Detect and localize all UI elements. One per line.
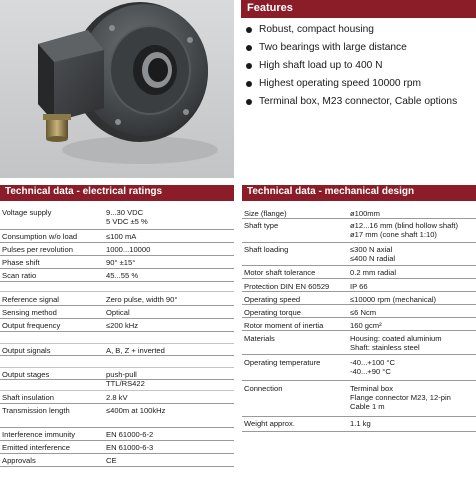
- spec-label: Phase shift: [2, 258, 40, 267]
- spec-value-line: -40...+90 °C: [350, 367, 391, 376]
- spec-label: Motor shaft tolerance: [244, 268, 316, 277]
- feature-text: Terminal box, M23 connector, Cable options: [259, 96, 458, 107]
- row-divider: [242, 354, 476, 355]
- spec-value: [350, 209, 380, 218]
- spec-value-line: ≤300 N axial: [350, 245, 393, 254]
- feature-item: [244, 95, 476, 113]
- row-divider: [242, 242, 476, 243]
- spec-label: Interference immunity: [2, 430, 76, 439]
- row-divider: [0, 229, 234, 230]
- spec-value-line: IP 66: [350, 282, 368, 291]
- spec-value: [106, 321, 138, 330]
- feature-text: Robust, compact housing: [259, 24, 374, 35]
- row-divider: [0, 305, 234, 306]
- spec-value-line: -40...+100 °C: [350, 358, 396, 367]
- spec-label: Materials: [244, 334, 275, 343]
- spec-value: [106, 208, 148, 226]
- spec-label: Operating speed: [244, 295, 301, 304]
- spec-label: Reference signal: [2, 295, 59, 304]
- spec-value-line: ≤400 N radial: [350, 254, 396, 263]
- mechanical-table: [242, 201, 476, 441]
- spec-label: Pulses per revolution: [2, 245, 73, 254]
- row-divider: [242, 304, 476, 305]
- spec-value: [106, 308, 130, 317]
- bullet-icon: [246, 45, 252, 51]
- spec-value-line: 1.1 kg: [350, 419, 371, 428]
- spec-value-line: Shaft: stainless steel: [350, 343, 420, 352]
- row-divider: [0, 343, 234, 344]
- row-divider: [242, 330, 476, 331]
- encoder-image: [0, 0, 234, 178]
- features-heading: Features: [241, 0, 476, 18]
- spec-value: [350, 221, 458, 239]
- feature-text: Two bearings with large distance: [259, 42, 407, 53]
- spec-value: [350, 384, 451, 411]
- row-divider: [242, 416, 476, 417]
- spec-value-line: A, B, Z + inverted: [106, 346, 165, 355]
- row-divider: [242, 265, 476, 266]
- row-divider: [0, 291, 234, 292]
- spec-value-line: ≤400m at 100kHz: [106, 406, 166, 415]
- row-divider: [0, 403, 234, 404]
- spec-value: [350, 419, 371, 428]
- spec-label: Sensing method: [2, 308, 57, 317]
- row-divider: [242, 380, 476, 381]
- row-divider: [0, 268, 234, 269]
- spec-value-line: ≤10000 rpm (mechanical): [350, 295, 437, 304]
- spec-label: Shaft loading: [244, 245, 289, 254]
- bullet-icon: [246, 99, 252, 105]
- row-divider: [0, 440, 234, 441]
- row-divider: [0, 242, 234, 243]
- spec-value-line: 45...55 %: [106, 271, 139, 280]
- row-divider: [0, 331, 234, 332]
- spec-label: Connection: [244, 384, 283, 393]
- spec-value: [350, 334, 442, 352]
- spec-label: Size (flange): [244, 209, 287, 218]
- spec-label: Transmission length: [2, 406, 70, 415]
- spec-value: [106, 245, 150, 254]
- spec-value-line: EN 61000-6-2: [106, 430, 154, 439]
- spec-label: Protection DIN EN 60529: [244, 282, 330, 291]
- spec-value-line: 160 gcm²: [350, 321, 382, 330]
- spec-value: [106, 443, 153, 452]
- spec-label: Output frequency: [2, 321, 61, 330]
- row-divider: [0, 281, 234, 282]
- spec-value: [106, 406, 165, 415]
- spec-label: Shaft insulation: [2, 393, 54, 402]
- spec-value: [106, 456, 117, 465]
- spec-label: Rotor moment of inertia: [244, 321, 324, 330]
- feature-item: [244, 41, 476, 59]
- spec-value-line: Cable 1 m: [350, 402, 385, 411]
- spec-value-line: Flange connector M23, 12-pin: [350, 393, 451, 402]
- row-divider: [0, 427, 234, 428]
- electrical-heading: Technical data - electrical ratings: [0, 185, 234, 201]
- spec-value-line: 90° ±15°: [106, 258, 136, 267]
- spec-value-line: 5 VDC ±5 %: [106, 217, 148, 226]
- mechanical-heading: Technical data - mechanical design: [242, 185, 476, 201]
- spec-value: [106, 232, 136, 241]
- row-divider: [242, 431, 476, 432]
- spec-value-line: 9...30 VDC: [106, 208, 144, 217]
- spec-label: Scan ratio: [2, 271, 37, 280]
- spec-value: [350, 282, 368, 291]
- spec-label: Emitted interference: [2, 443, 70, 452]
- spec-value-line: Housing: coated aluminium: [350, 334, 442, 343]
- bullet-icon: [246, 63, 252, 69]
- spec-label: Operating temperature: [244, 358, 321, 367]
- spec-value-line: ø17 mm (cone shaft 1:10): [350, 230, 437, 239]
- spec-label: Voltage supply: [2, 208, 52, 217]
- spec-value: [350, 321, 382, 330]
- spec-value-line: push-pull: [106, 370, 137, 379]
- row-divider: [242, 218, 476, 219]
- spec-value-line: ≤100 mA: [106, 232, 137, 241]
- row-divider: [0, 390, 234, 391]
- spec-value-line: ø100mm: [350, 209, 380, 218]
- spec-label: Shaft type: [244, 221, 279, 230]
- product-photo: [0, 0, 234, 178]
- row-divider: [0, 318, 234, 319]
- spec-value-line: EN 61000-6-3: [106, 443, 154, 452]
- spec-value-line: ≤6 Ncm: [350, 308, 377, 317]
- spec-label: Output stages: [2, 370, 50, 379]
- spec-value: [106, 346, 165, 355]
- feature-text: Highest operating speed 10000 rpm: [259, 78, 421, 89]
- spec-label: Output signals: [2, 346, 51, 355]
- spec-value: [106, 393, 128, 402]
- spec-value-line: 1000...10000: [106, 245, 151, 254]
- spec-value-line: CE: [106, 456, 117, 465]
- electrical-table: [0, 201, 234, 498]
- row-divider: [0, 466, 234, 467]
- row-divider: [0, 355, 234, 356]
- feature-item: [244, 77, 476, 95]
- spec-value: [106, 430, 153, 439]
- row-divider: [242, 291, 476, 292]
- row-divider: [242, 317, 476, 318]
- spec-value: [106, 271, 138, 280]
- row-divider: [0, 255, 234, 256]
- spec-value: [350, 245, 395, 263]
- row-divider: [242, 278, 476, 279]
- spec-value-line: Optical: [106, 308, 130, 317]
- spec-label: Approvals: [2, 456, 36, 465]
- spec-label: Consumption w/o load: [2, 232, 78, 241]
- spec-value: [106, 370, 145, 388]
- spec-value-line: ≤200 kHz: [106, 321, 139, 330]
- spec-value: [350, 295, 436, 304]
- feature-text: High shaft load up to 400 N: [259, 60, 383, 71]
- spec-value-line: TTL/RS422: [106, 379, 145, 388]
- bullet-icon: [246, 27, 252, 33]
- spec-label: Operating torque: [244, 308, 301, 317]
- feature-item: [244, 59, 476, 77]
- spec-value-line: Terminal box: [350, 384, 394, 393]
- features-list: [244, 23, 476, 113]
- bullet-icon: [246, 81, 252, 87]
- spec-value-line: 0.2 mm radial: [350, 268, 397, 277]
- spec-value: [106, 295, 177, 304]
- feature-item: [244, 23, 476, 41]
- spec-label: Weight approx.: [244, 419, 295, 428]
- spec-value: [350, 358, 395, 376]
- spec-value-line: 2.8 kV: [106, 393, 128, 402]
- spec-value-line: Zero pulse, width 90°: [106, 295, 178, 304]
- spec-value-line: ø12...16 mm (blind hollow shaft): [350, 221, 459, 230]
- spec-value: [106, 258, 135, 267]
- spec-value: [350, 268, 396, 277]
- spec-value: [350, 308, 376, 317]
- row-divider: [0, 453, 234, 454]
- row-divider: [0, 367, 234, 368]
